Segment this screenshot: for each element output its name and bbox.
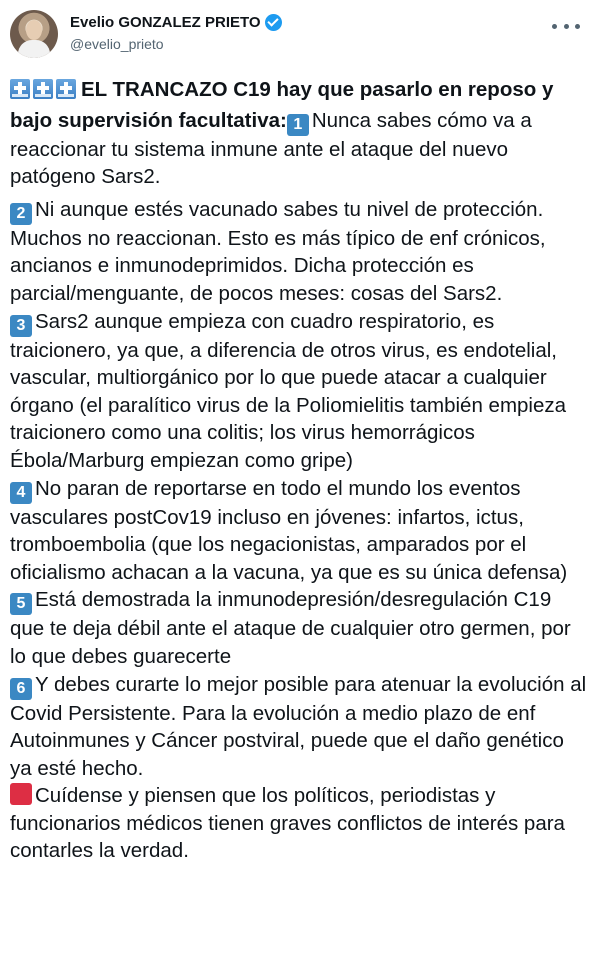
keycap-4-icon: 4 xyxy=(10,482,32,504)
tweet-item-6-text: Y debes curarte lo mejor posible para atenuar la evolución al Covid Persistente. Para la evolución a medio plazo de enf Autoinmunes y Cáncer postviral, puede que el daño genético ya esté hecho. xyxy=(10,672,587,780)
dot-icon xyxy=(552,24,557,29)
tweet-paragraph-closing xyxy=(10,782,588,865)
tweet-paragraph-4 xyxy=(10,475,588,587)
keycap-1-icon: 1 xyxy=(287,114,309,136)
dot-icon xyxy=(575,24,580,29)
tweet-paragraph-2 xyxy=(10,196,588,308)
keycap-5-icon: 5 xyxy=(10,593,32,615)
avatar-face xyxy=(26,20,42,40)
more-options-icon[interactable] xyxy=(552,16,580,36)
tweet-paragraph-3 xyxy=(10,308,588,475)
tweet-header xyxy=(0,0,596,70)
dot-icon xyxy=(564,24,569,29)
hospital-icon xyxy=(33,79,53,99)
author-display-name[interactable]: Evelio GONZALEZ PRIETO xyxy=(70,14,261,31)
keycap-6-icon: 6 xyxy=(10,678,32,700)
tweet-item-4-text: No paran de reportarse en todo el mundo los eventos vasculares postCov19 incluso en jóvenes: infartos, ictus, tromboembolia (que los negacionistas, amparados por el oficialismo achacan a la vacuna, ya que es su única defensa) xyxy=(10,476,568,584)
tweet-text xyxy=(10,76,588,865)
tweet-paragraph-6 xyxy=(10,671,588,783)
avatar-coat xyxy=(18,40,50,58)
tweet-item-2-text: Ni aunque estés vacunado sabes tu nivel de protección. Muchos no reaccionan. Esto es más típico de enf crónicos, ancianos e inmunodeprimidos. Dicha protección es parcial/menguante, de pocos meses: cosas del Sars2. xyxy=(10,197,546,305)
hospital-icon xyxy=(56,79,76,99)
tweet-paragraph-1 xyxy=(10,76,588,191)
avatar[interactable] xyxy=(10,10,58,58)
author-name-row[interactable] xyxy=(70,14,282,31)
tweet-paragraph-5 xyxy=(10,586,588,670)
keycap-3-icon: 3 xyxy=(10,315,32,337)
verified-badge-icon xyxy=(265,14,282,31)
tweet-item-1-text: Nunca sabes cómo va a reaccionar tu sistema inmune ante el ataque del nuevo patógeno Sars2. xyxy=(10,108,532,189)
tweet-item-5-text: Está demostrada la inmunodepresión/desregulación C19 que te deja débil ante el ataque de cualquier otro germen, por lo que debes guarecerte xyxy=(10,588,571,668)
red-square-icon xyxy=(10,783,32,805)
keycap-2-icon: 2 xyxy=(10,203,32,225)
hospital-icon xyxy=(10,79,30,99)
tweet-headline: EL TRANCAZO C19 hay que pasarlo en reposo y bajo supervisión facultativa: xyxy=(10,78,554,132)
hospital-icons xyxy=(10,79,79,107)
author-handle[interactable]: @evelio_prieto xyxy=(70,36,164,52)
tweet-closing-text: Cuídense y piensen que los políticos, periodistas y funcionarios médicos tienen graves conflictos de interés para contarles la verdad. xyxy=(10,784,565,863)
tweet-item-3-text: Sars2 aunque empieza con cuadro respiratorio, es traicionero, ya que, a diferencia de otros virus, es endotelial, vascular, multiorgánico por lo que puede atacar a cualquier órgano (el paralítico virus de la Poliomielitis también empieza traicionero como una colitis; los virus hemorrágicos Ébola/Marburg empiezan como gripe) xyxy=(10,309,567,472)
